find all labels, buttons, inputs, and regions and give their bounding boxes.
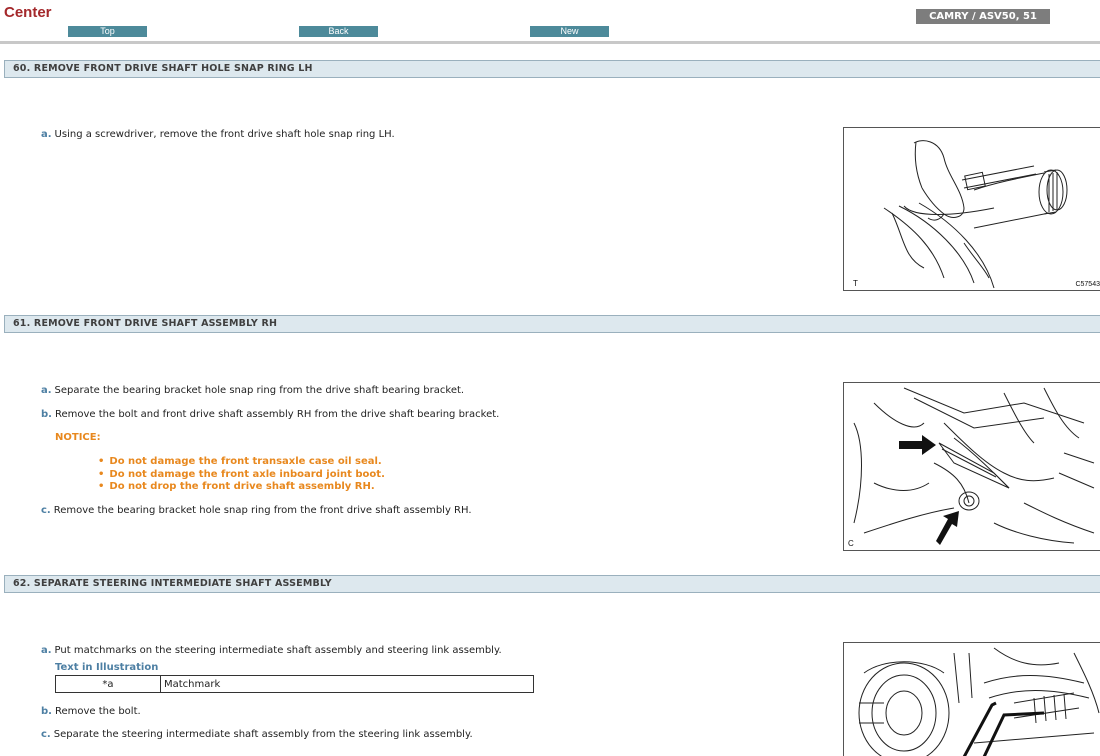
section-62-header: 62. SEPARATE STEERING INTERMEDIATE SHAFT ASSEMBLY xyxy=(4,575,1100,593)
step-61-a xyxy=(41,385,464,396)
new-button[interactable]: New xyxy=(530,26,609,37)
table-row xyxy=(56,676,534,693)
step-62-b xyxy=(41,706,141,717)
step-letter: a. xyxy=(41,385,52,396)
step-letter: b. xyxy=(41,706,52,717)
step-text: Separate the bearing bracket hole snap ring from the drive shaft bearing bracket. xyxy=(54,385,465,396)
step-61-c xyxy=(41,505,472,516)
notice-item: • Do not drop the front drive shaft assembly RH. xyxy=(98,481,385,494)
snap-ring-drawing xyxy=(844,128,1100,291)
illustration-corner-label: C xyxy=(848,539,854,548)
step-text: Using a screwdriver, remove the front drive shaft hole snap ring LH. xyxy=(54,129,395,140)
step-62-c xyxy=(41,729,473,740)
step-letter: c. xyxy=(41,505,51,516)
top-bar xyxy=(0,0,1100,44)
section-61-header: 61. REMOVE FRONT DRIVE SHAFT ASSEMBLY RH xyxy=(4,315,1100,333)
notice-list xyxy=(98,456,385,494)
step-text: Separate the steering intermediate shaft assembly from the steering link assembly. xyxy=(53,729,473,740)
step-letter: b. xyxy=(41,409,52,420)
table-key-cell: *a xyxy=(56,676,161,693)
illustration-drive-shaft xyxy=(843,382,1100,551)
step-62-a xyxy=(41,645,502,656)
steering-shaft-drawing xyxy=(844,643,1100,756)
step-text: Remove the bolt and front drive shaft assembly RH from the drive shaft bearing bracket. xyxy=(54,409,500,420)
illustration-snap-ring xyxy=(843,127,1100,291)
step-text: Remove the bearing bracket hole snap ring from the front drive shaft assembly RH. xyxy=(53,505,472,516)
step-letter: a. xyxy=(41,645,52,656)
notice-label: NOTICE: xyxy=(55,432,101,443)
illustration-text-table xyxy=(55,675,534,693)
illustration-code: C57543 xyxy=(1075,281,1100,288)
illustration-corner-label: T xyxy=(853,279,858,288)
brand-title: Center xyxy=(4,4,52,21)
table-value-cell: Matchmark xyxy=(161,676,534,693)
step-60-a xyxy=(41,129,395,140)
model-badge: CAMRY / ASV50, 51 xyxy=(916,9,1050,24)
drive-shaft-drawing xyxy=(844,383,1100,551)
step-letter: a. xyxy=(41,129,52,140)
notice-item: • Do not damage the front transaxle case oil seal. xyxy=(98,456,385,469)
top-button[interactable]: Top xyxy=(68,26,147,37)
step-letter: c. xyxy=(41,729,51,740)
section-60-header: 60. REMOVE FRONT DRIVE SHAFT HOLE SNAP RING LH xyxy=(4,60,1100,78)
notice-item: • Do not damage the front axle inboard joint boot. xyxy=(98,469,385,482)
back-button[interactable]: Back xyxy=(299,26,378,37)
illustration-steering-shaft xyxy=(843,642,1100,756)
text-in-illustration-label: Text in Illustration xyxy=(55,662,159,673)
step-text: Remove the bolt. xyxy=(54,706,141,717)
step-61-b xyxy=(41,409,499,420)
step-text: Put matchmarks on the steering intermediate shaft assembly and steering link assembly. xyxy=(54,645,502,656)
